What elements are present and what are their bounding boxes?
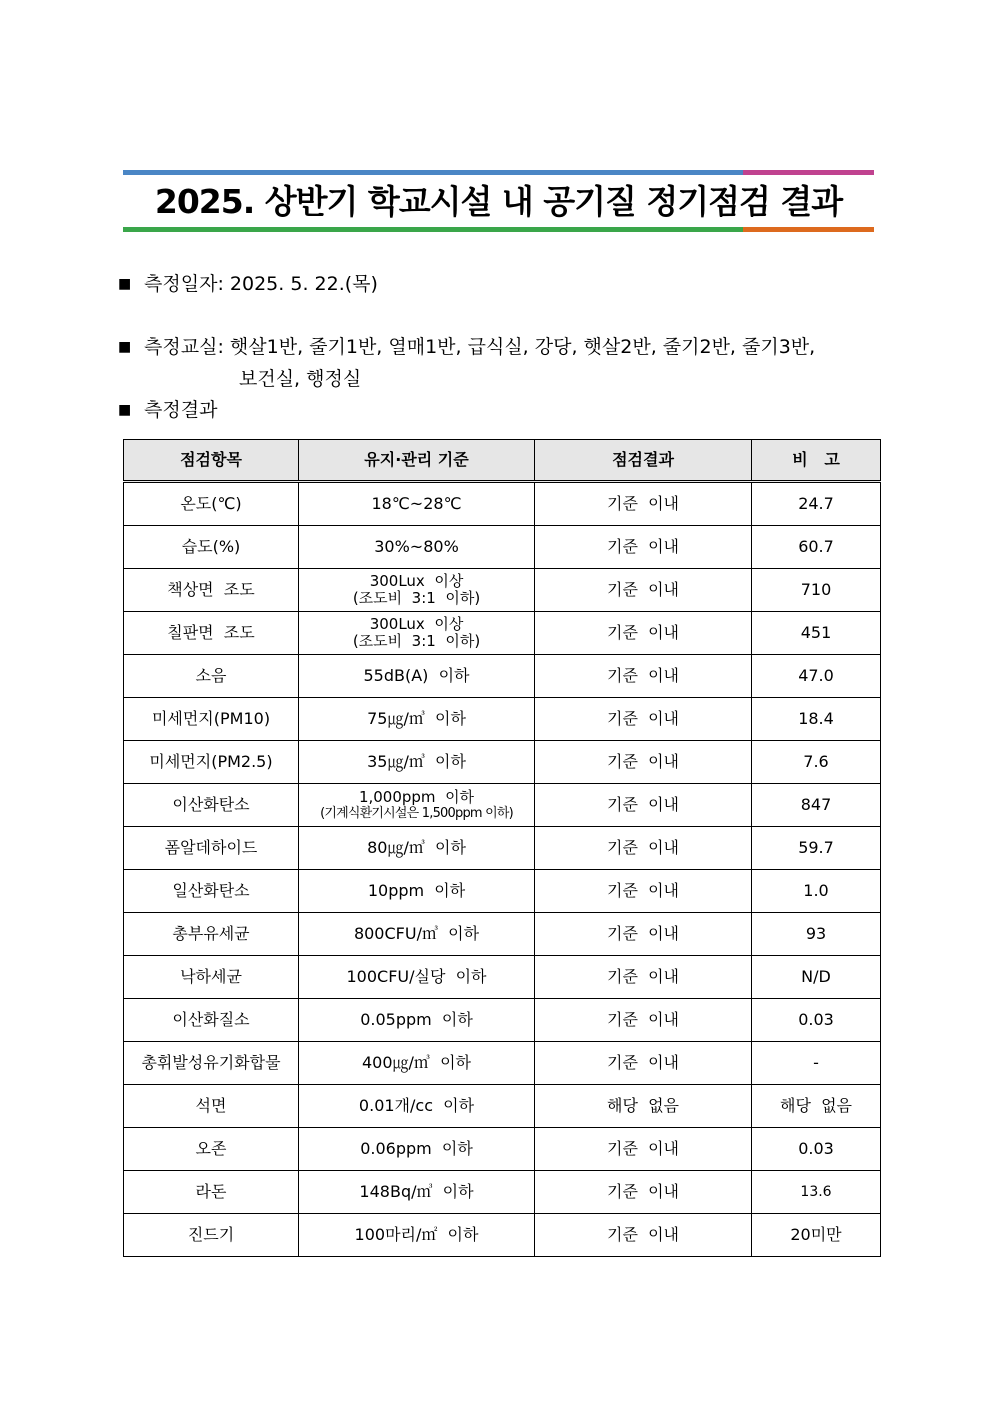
- cell-note: 451: [752, 612, 881, 655]
- cell-note: 1.0: [752, 870, 881, 913]
- cell-item: 이산화질소: [124, 999, 299, 1042]
- cell-result: 기준 이내: [535, 784, 752, 827]
- cell-result: 기준 이내: [535, 526, 752, 569]
- cell-standard: 35㎍/㎥ 이하: [299, 741, 535, 784]
- bullet-square-icon: ■: [118, 402, 132, 418]
- cell-note: 0.03: [752, 1128, 881, 1171]
- cell-standard: 55dB(A) 이하: [299, 655, 535, 698]
- cell-standard: 18℃~28℃: [299, 482, 535, 526]
- measurement-result-label: 측정결과: [144, 399, 218, 421]
- cell-result: 기준 이내: [535, 1042, 752, 1085]
- table-row: [124, 698, 881, 741]
- header-note: 비 고: [752, 440, 881, 482]
- cell-note: 해당 없음: [752, 1085, 881, 1128]
- cell-item: 총부유세균: [124, 913, 299, 956]
- cell-item: 칠판면 조도: [124, 612, 299, 655]
- cell-result: 기준 이내: [535, 870, 752, 913]
- table-row: [124, 741, 881, 784]
- cell-note: 710: [752, 569, 881, 612]
- cell-result: 기준 이내: [535, 827, 752, 870]
- header-item: 점검항목: [124, 440, 299, 482]
- table-row: [124, 526, 881, 569]
- cell-note: 47.0: [752, 655, 881, 698]
- cell-note: 93: [752, 913, 881, 956]
- cell-standard-line1: 300Lux 이상: [369, 572, 464, 590]
- cell-standard: 0.01개/cc 이하: [299, 1085, 535, 1128]
- cell-note: -: [752, 1042, 881, 1085]
- cell-item: 미세먼지(PM2.5): [124, 741, 299, 784]
- cell-note: 847: [752, 784, 881, 827]
- measurement-date-label: 측정일자:: [144, 273, 224, 295]
- cell-standard: 75㎍/㎥ 이하: [299, 698, 535, 741]
- title-bottom-bar-main: [123, 227, 743, 232]
- cell-result: 기준 이내: [535, 612, 752, 655]
- cell-item: 진드기: [124, 1214, 299, 1257]
- table-row: [124, 913, 881, 956]
- cell-standard: 0.06ppm 이하: [299, 1128, 535, 1171]
- cell-standard-line2: (조도비 3:1 이하): [352, 589, 481, 607]
- cell-standard: 400㎍/㎥ 이하: [299, 1042, 535, 1085]
- cell-note: 7.6: [752, 741, 881, 784]
- cell-note: 20미만: [752, 1214, 881, 1257]
- cell-item: 일산화탄소: [124, 870, 299, 913]
- cell-result: 기준 이내: [535, 569, 752, 612]
- cell-result: 기준 이내: [535, 741, 752, 784]
- table-row: [124, 1128, 881, 1171]
- cell-standard-line1: 300Lux 이상: [369, 615, 464, 633]
- cell-item: 오존: [124, 1128, 299, 1171]
- table-row: [124, 612, 881, 655]
- title-top-bar-main: [123, 170, 743, 175]
- cell-item: 총휘발성유기화합물: [124, 1042, 299, 1085]
- table-row: [124, 1042, 881, 1085]
- cell-standard-line2: (기계식환기시설은 1,500ppm 이하): [320, 805, 513, 821]
- bullet-square-icon: ■: [118, 339, 132, 355]
- title-top-bar-accent: [743, 170, 874, 175]
- table-row: [124, 956, 881, 999]
- measurement-rooms-value: 햇살1반, 줄기1반, 열매1반, 급식실, 강당, 햇살2반, 줄기2반, 줄기3반,: [229, 336, 816, 358]
- cell-note: 59.7: [752, 827, 881, 870]
- table-row: [124, 1171, 881, 1214]
- cell-item: 폼알데하이드: [124, 827, 299, 870]
- cell-note: 0.03: [752, 999, 881, 1042]
- cell-item: 책상면 조도: [124, 569, 299, 612]
- cell-standard: 800CFU/㎥ 이하: [299, 913, 535, 956]
- table-row: [124, 482, 881, 526]
- cell-note: 24.7: [752, 482, 881, 526]
- table-header-row: [124, 440, 881, 482]
- cell-item: 이산화탄소: [124, 784, 299, 827]
- cell-standard-line1: 1,000ppm 이하: [358, 787, 475, 806]
- cell-item: 라돈: [124, 1171, 299, 1214]
- table-row: [124, 827, 881, 870]
- measurement-result-line: [118, 395, 217, 425]
- table-row: [124, 569, 881, 612]
- page-title: 2025. 상반기 학교시설 내 공기질 정기점검 결과: [154, 182, 843, 221]
- title-bottom-bar: [123, 227, 874, 232]
- cell-item: 습도(%): [124, 526, 299, 569]
- bullet-square-icon: ■: [118, 276, 132, 292]
- cell-standard: [299, 612, 535, 655]
- cell-item: 온도(℃): [124, 482, 299, 526]
- cell-note: 60.7: [752, 526, 881, 569]
- cell-item: 소음: [124, 655, 299, 698]
- cell-standard: 100CFU/실당 이하: [299, 956, 535, 999]
- cell-note: N/D: [752, 956, 881, 999]
- header-standard: 유지·관리 기준: [299, 440, 535, 482]
- table-row: [124, 870, 881, 913]
- measurement-rooms-continuation: 보건실, 행정실: [239, 368, 362, 390]
- measurement-date-line: [118, 269, 378, 299]
- cell-standard: [299, 569, 535, 612]
- cell-standard-line2: (조도비 3:1 이하): [352, 632, 481, 650]
- cell-result: 기준 이내: [535, 1214, 752, 1257]
- title-block: [123, 170, 874, 233]
- cell-standard: [299, 784, 535, 827]
- cell-standard: 80㎍/㎥ 이하: [299, 827, 535, 870]
- header-result: 점검결과: [535, 440, 752, 482]
- measurement-rooms-label: 측정교실:: [144, 336, 224, 358]
- results-table: [123, 439, 881, 1257]
- cell-result: 기준 이내: [535, 655, 752, 698]
- title-bottom-bar-accent: [743, 227, 874, 232]
- table-row: [124, 999, 881, 1042]
- cell-result: 해당 없음: [535, 1085, 752, 1128]
- cell-result: 기준 이내: [535, 956, 752, 999]
- measurement-date-value: 2025. 5. 22.(목): [229, 273, 378, 295]
- cell-result: 기준 이내: [535, 482, 752, 526]
- cell-result: 기준 이내: [535, 1128, 752, 1171]
- cell-result: 기준 이내: [535, 999, 752, 1042]
- table-row: [124, 1214, 881, 1257]
- table-row: [124, 655, 881, 698]
- table-row: [124, 1085, 881, 1128]
- cell-standard: 0.05ppm 이하: [299, 999, 535, 1042]
- title-top-bar: [123, 170, 874, 175]
- cell-standard: 10ppm 이하: [299, 870, 535, 913]
- cell-item: 석면: [124, 1085, 299, 1128]
- cell-item: 미세먼지(PM10): [124, 698, 299, 741]
- cell-result: 기준 이내: [535, 913, 752, 956]
- cell-note: 13.6: [752, 1171, 881, 1214]
- cell-standard: 148Bq/㎥ 이하: [299, 1171, 535, 1214]
- cell-standard: 30%~80%: [299, 526, 535, 569]
- cell-result: 기준 이내: [535, 1171, 752, 1214]
- cell-result: 기준 이내: [535, 698, 752, 741]
- cell-note: 18.4: [752, 698, 881, 741]
- cell-item: 낙하세균: [124, 956, 299, 999]
- table-row: [124, 784, 881, 827]
- cell-standard: 100마리/㎡ 이하: [299, 1214, 535, 1257]
- measurement-rooms-line: [118, 332, 815, 362]
